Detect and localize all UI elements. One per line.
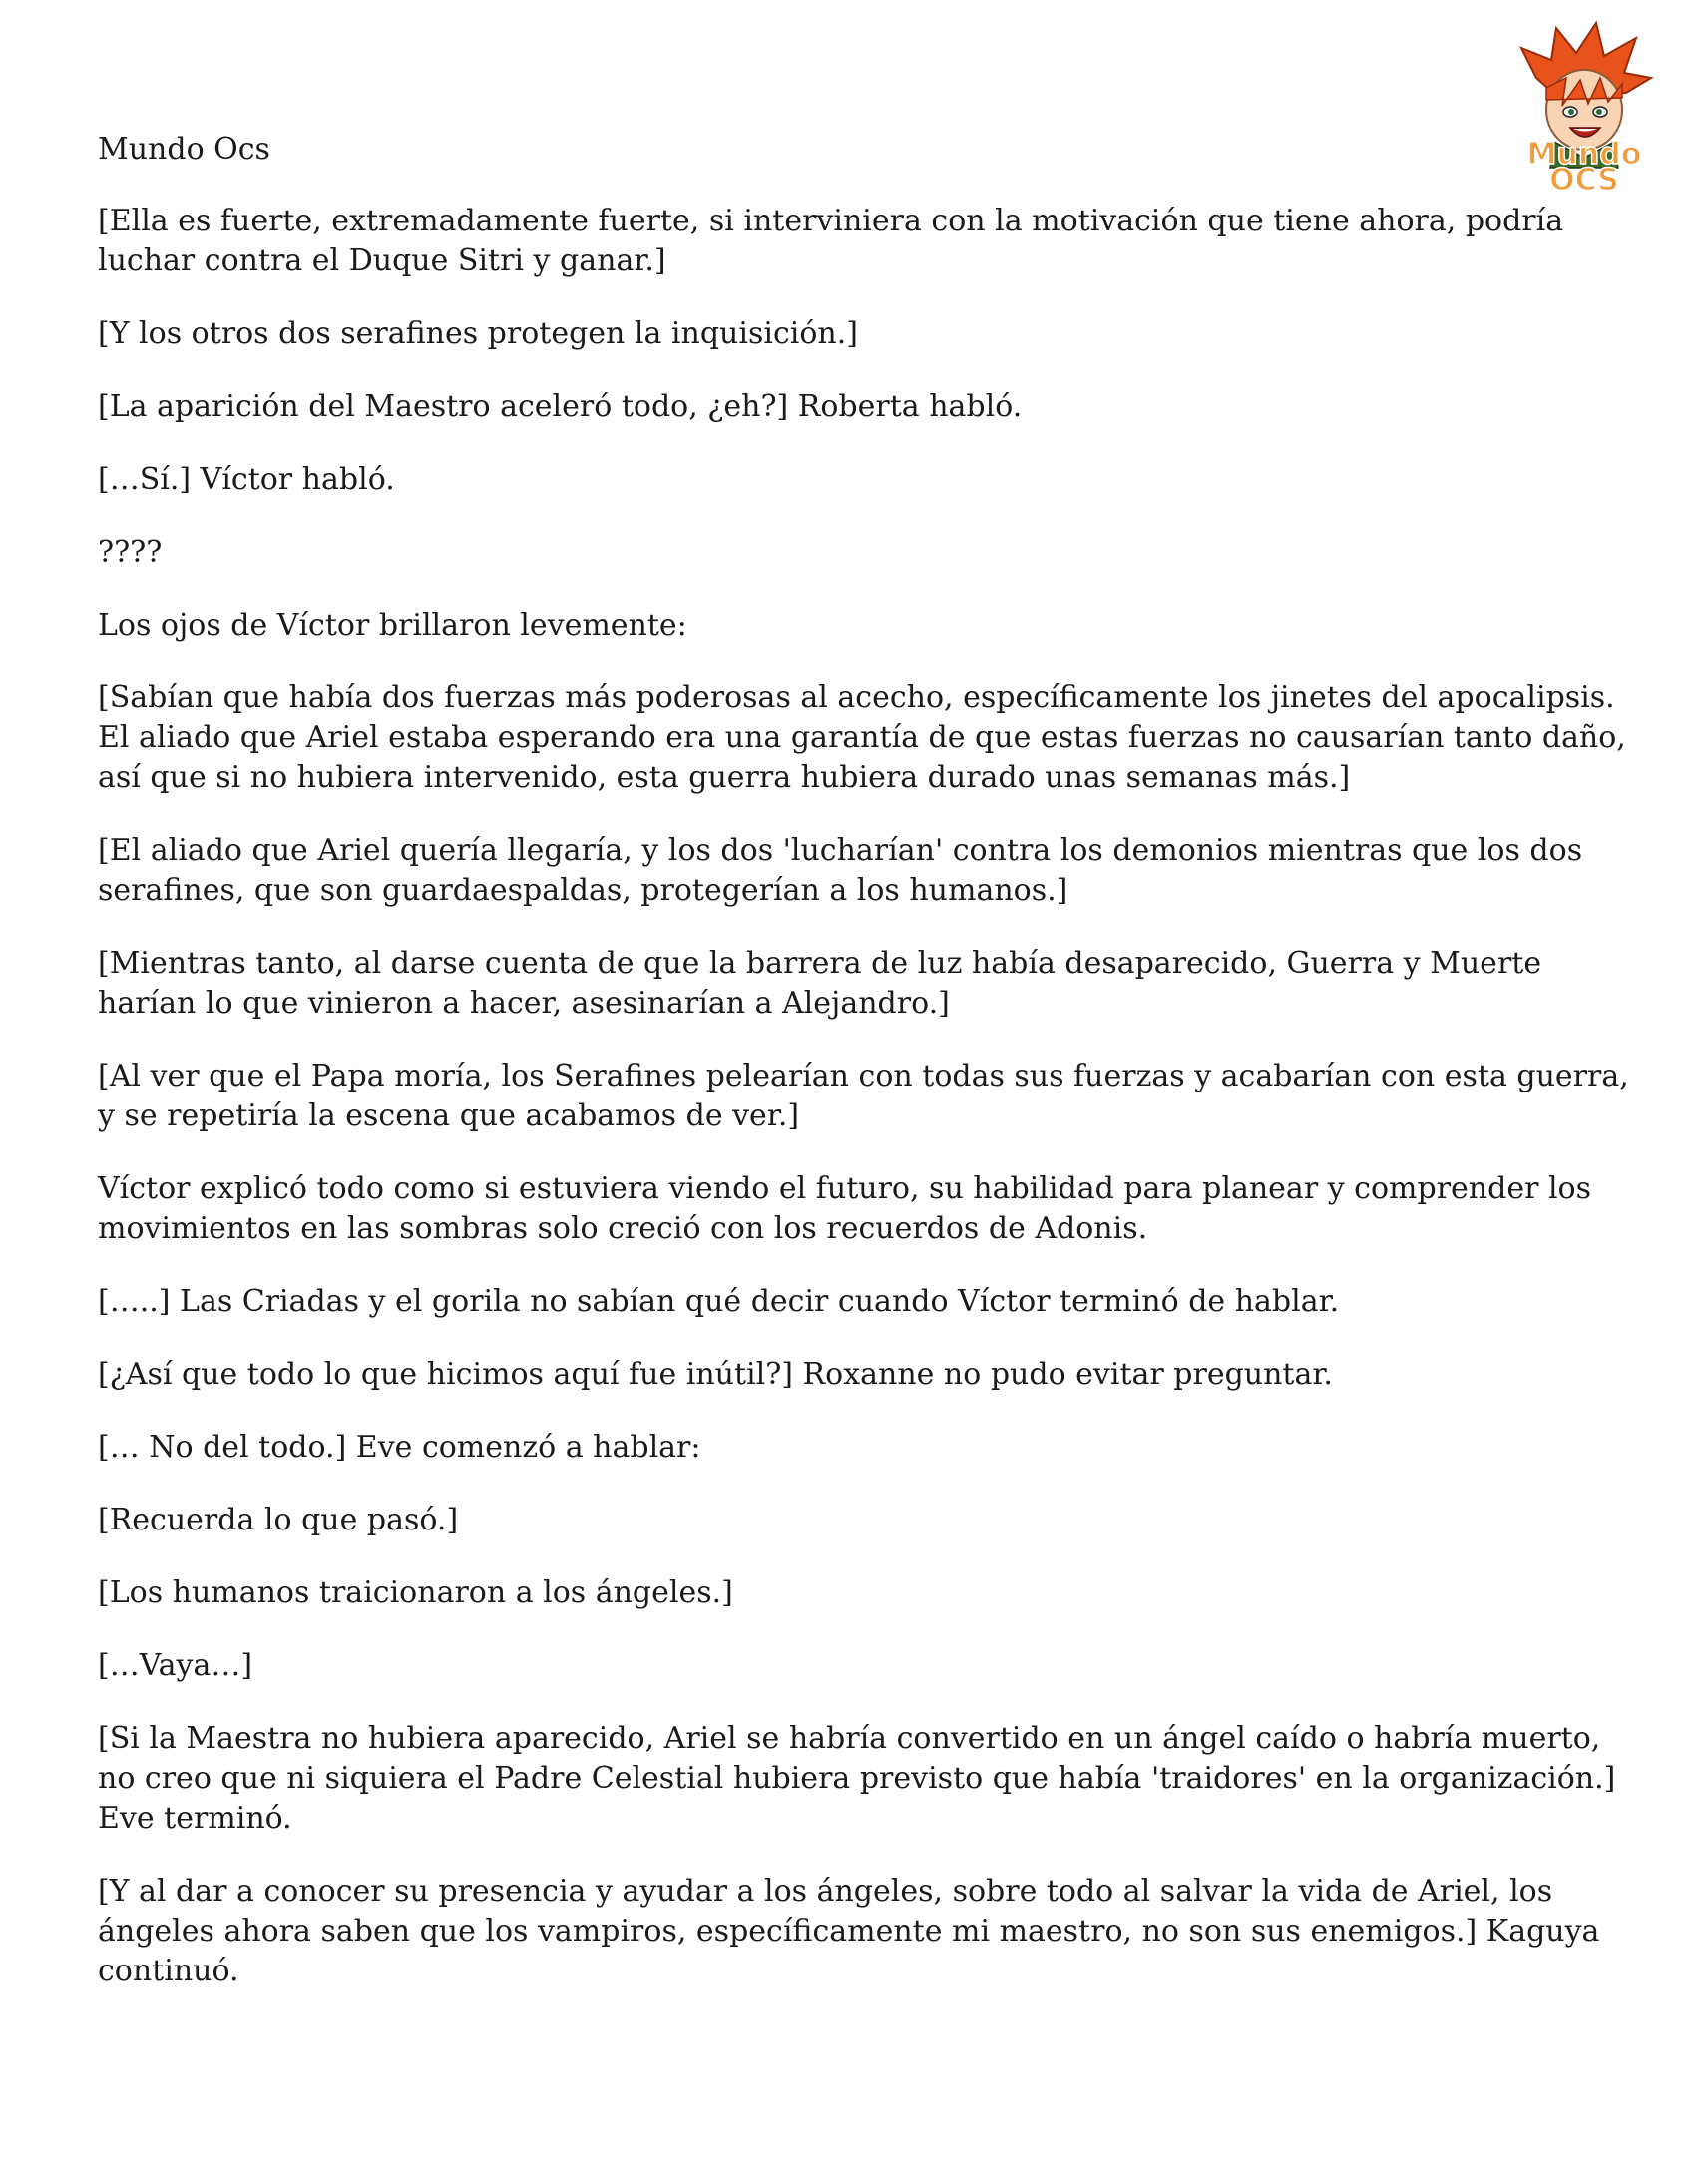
paragraph: [Ella es fuerte, extremadamente fuerte, si interviniera con la motivación que tiene ahora, podría luchar contra el Duque Sitri y ganar.] bbox=[98, 204, 1564, 278]
paragraph: [¿Así que todo lo que hicimos aquí fue inútil?] Roxanne no pudo evitar preguntar. bbox=[98, 1357, 1333, 1392]
paragraph: [Al ver que el Papa moría, los Serafines pelearían con todas sus fuerzas y acabarían con esta guerra, y se repetiría la escena que acabamos de ver.] bbox=[98, 1059, 1629, 1133]
document-body bbox=[98, 130, 1634, 2024]
paragraph: [Los humanos traicionaron a los ángeles.] bbox=[98, 1575, 733, 1610]
paragraph: [Y los otros dos serafines protegen la inquisición.] bbox=[98, 316, 858, 351]
document-header: Mundo Ocs bbox=[98, 132, 270, 167]
paragraph: […Vaya…] bbox=[98, 1648, 253, 1683]
paragraph: [… No del todo.] Eve comenzó a hablar: bbox=[98, 1430, 701, 1465]
paragraph: [Y al dar a conocer su presencia y ayudar a los ángeles, sobre todo al salvar la vida de Ariel, los ángeles ahora saben que los vampiros, específicamente mi maestro, no son sus enemigos.] Kaguya continuó. bbox=[98, 1874, 1600, 1988]
svg-text:OCS: OCS bbox=[1549, 163, 1619, 193]
paragraph: [Sabían que había dos fuerzas más poderosas al acecho, específicamente los jinetes del apocalipsis. El aliado que Ariel estaba esperando era una garantía de que estas fuerzas no causarían tanto daño, así que si no hubiera intervenido, esta guerra hubiera durado unas semanas más.] bbox=[98, 680, 1626, 795]
paragraph: ???? bbox=[98, 535, 163, 570]
paragraph: […..] Las Criadas y el gorila no sabían qué decir cuando Víctor terminó de hablar. bbox=[98, 1284, 1340, 1319]
svg-text:Mundo: Mundo bbox=[1526, 137, 1642, 172]
paragraph: [Recuerda lo que pasó.] bbox=[98, 1503, 459, 1537]
paragraph: Víctor explicó todo como si estuviera viendo el futuro, su habilidad para planear y comprender los movimientos en las sombras solo creció con los recuerdos de Adonis. bbox=[98, 1171, 1591, 1246]
paragraph: [La aparición del Maestro aceleró todo, ¿eh?] Roberta habló. bbox=[98, 389, 1023, 424]
paragraph: […Sí.] Víctor habló. bbox=[98, 462, 395, 497]
paragraph: [Mientras tanto, al darse cuenta de que la barrera de luz había desaparecido, Guerra y Muerte harían lo que vinieron a hacer, asesinarían a Alejandro.] bbox=[98, 946, 1542, 1021]
paragraph: Los ojos de Víctor brillaron levemente: bbox=[98, 608, 687, 643]
paragraph: [El aliado que Ariel quería llegaría, y los dos 'lucharían' contra los demonios mientras que los dos serafines, que son guardaespaldas, protegerían a los humanos.] bbox=[98, 833, 1583, 908]
paragraph: [Si la Maestra no hubiera aparecido, Ariel se habría convertido en un ángel caído o habría muerto, no creo que ni siquiera el Padre Celestial hubiera previsto que había 'traidores' en la organización.] Eve terminó. bbox=[98, 1721, 1616, 1836]
